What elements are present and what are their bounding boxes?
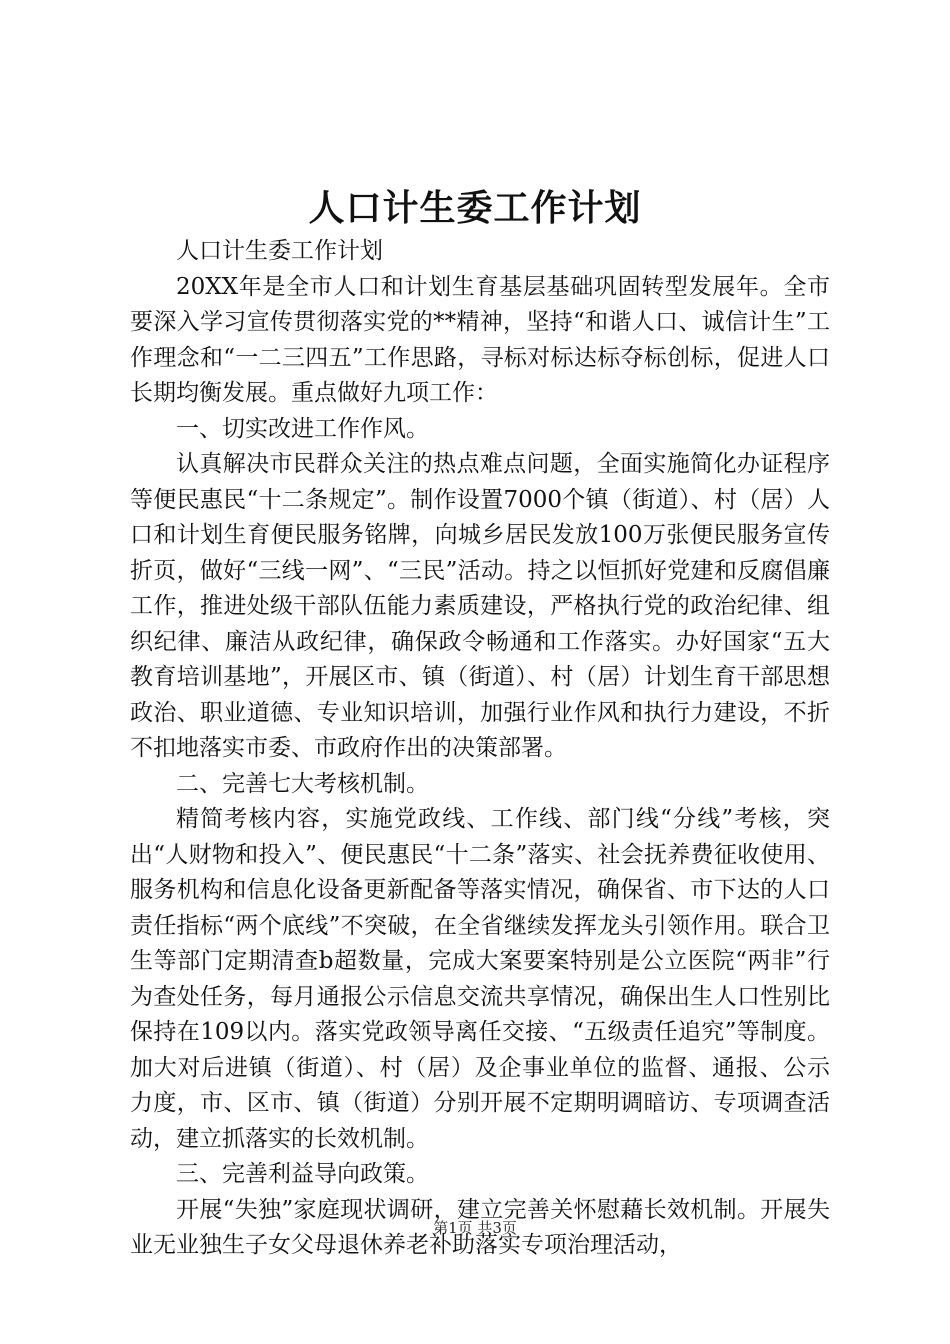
section-heading-2: 二、完善七大考核机制。: [176, 770, 429, 797]
paragraph-section-2: 精简考核内容，实施党政线、工作线、部门线“分线”考核，突出“人财物和投入”、便民惠民“十二条”落实、社会抚养费征收使用、服务机构和信息化设备更新配备等落实情况，确保省、市下达的人口责任指标“两个底线”不突破，在全省继续发挥龙头引领作用。联合卫生等部门定期清查b超数量，完成大案要案特别是公立医院“两非”行为查处任务，每月通报公示信息交流共享情况，确保出生人口性别比保持在109以内。落实党政领导离任交接、“五级责任追究”等制度。加大对后进镇（街道）、村（居）及企事业单位的监督、通报、公示力度，市、区市、镇（街道）分别开展不定期明调暗访、专项调查活动，建立抓落实的长效机制。: [130, 806, 830, 1152]
page-footer: 第1页 共3页: [433, 1219, 517, 1237]
paragraph-subtitle: 人口计生委工作计划: [176, 238, 383, 264]
section-heading-3: 三、完善利益导向政策。: [176, 1161, 429, 1187]
document-body: [130, 234, 830, 1264]
document-title: 人口计生委工作计划: [308, 187, 642, 229]
paragraph-section-3: 开展“失独”家庭现状调研，建立完善关怀慰藉长效机制。开展失业无业独生子女父母退休养老补助落实专项治理活动，: [130, 1196, 830, 1258]
paragraph-section-1: 认真解决市民群众关注的热点难点问题，全面实施简化办证程序等便民惠民“十二条规定”。制作设置7000个镇（街道）、村（居）人口和计划生育便民服务铭牌，向城乡居民发放100万张便民服务宣传折页，做好“三线一网”、“三民”活动。持之以恒抓好党建和反腐倡廉工作，推进处级干部队伍能力素质建设，严格执行党的政治纪律、组织纪律、廉洁从政纪律，确保政令畅通和工作落实。办好国家“五大教育培训基地”，开展区市、镇（街道）、村（居）计划生育干部思想政治、职业道德、专业知识培训，加强行业作风和执行力建设，不折不扣地落实市委、市政府作出的决策部署。: [130, 451, 830, 761]
section-heading-1: 一、切实改进工作作风。: [176, 415, 429, 442]
paragraph-intro: 20XX年是全市人口和计划生育基层基础巩固转型发展年。全市要深入学习宣传贯彻落实党的**精神，坚持“和谐人口、诚信计生”工作理念和“一二三四五”工作思路，寻标对标达标夺标创标，促进人口长期均衡发展。重点做好九项工作：: [130, 273, 830, 406]
